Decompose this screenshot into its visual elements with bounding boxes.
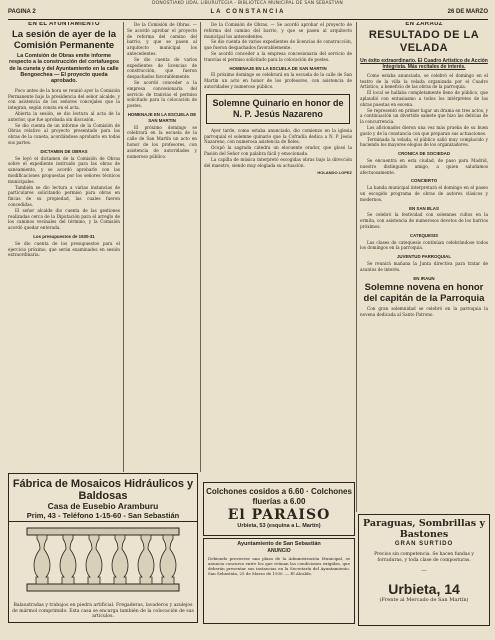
ad-line: Colchones cosidos a 6.60 · Colchones fluerías a 6.00 — [206, 487, 352, 506]
ad-title: Paraguas, Sombrillas y Bastones — [363, 518, 485, 540]
ad-title: Fábrica de Mosaicos Hidráulicos y Baldosas — [12, 478, 194, 502]
subheading: EN IRAUN — [413, 275, 435, 281]
paragraph: Con gran solemnidad se celebró en la parroquia la novena dedicada al Santo Patrono. — [360, 306, 488, 318]
newspaper-title: LA CONSTANCIA — [210, 9, 286, 15]
subheading: HOMENAJE EN LA ESCUELA DE SAN MARTIN — [229, 65, 327, 71]
column-3 — [204, 22, 352, 477]
paragraph: Se dio cuenta de varios expedientes de licencias de construcción, que fueron despachados favorablemente. — [204, 39, 352, 51]
subheading: CONCIERTO — [410, 178, 438, 184]
paragraph: De la Comisión de Obras. — Se acordó aprobar el proyecto de reforma del camino del barrio, y que se pasen al arquitecto municipal los antecedentes. — [127, 22, 197, 56]
ad-address-note: (Frente al Mercado de San Martín) — [379, 597, 469, 603]
subheading: HOMENAJE EN LA ESCUELA DE SAN MARTIN — [127, 111, 197, 123]
article-title: Solemne novena en honor del capitán de la Parroquia — [363, 282, 485, 305]
boxed-article-title: Solemne Quinario en honor de N. P. Jesús Nazareno — [206, 94, 350, 124]
subheading: EN SAN BLAS — [409, 205, 439, 211]
ad-footer-text: Balaustradas y trabajos en piedra artificial. Fregaderas, lavaderos y azulejos de mármol comprimido. Esta casa se encarga también de la colocación de sus artículos. — [12, 603, 194, 620]
page-header — [8, 9, 488, 20]
column-2 — [127, 22, 197, 470]
paragraph: De la Comisión de Obras. — Se acordó aprobar el proyecto de reforma del camino del barrio, y que se pasen al arquitecto municipal los antecedentes. — [204, 22, 352, 39]
ad-mosaic-factory — [8, 473, 198, 623]
paragraph: Terminada la velada, el público salió muy complacido y haciendo los mayores elogios de los organizadores. — [360, 136, 488, 148]
paragraph: Poco antes de la hora se reunió ayer la Comisión Permanente bajo la presidencia del señor alcalde, y con asistencia de los señores concejales que la integran, según consta en el acta. — [8, 87, 120, 111]
paragraph: Se leyó el dictamen de la Comisión de Obras sobre el expediente instruido para las obras de saneamiento, y se acordó aprobarlo con las modificaciones propuestas por los señores técnicos municipales. — [8, 155, 120, 184]
ad-subtitle: Casa de Eusebio Aramburu — [47, 501, 159, 511]
paragraph: Ocupó la sagrada cátedra un elocuente orador, que glosó la Pasión del Señor con palabra fácil y emocionada. — [204, 145, 352, 156]
ad-ayuntamiento-notice — [203, 538, 355, 624]
notice-body: Debiendo proveerse una plaza de la Administración Municipal, se anuncia concurso entre los que reúnan las condiciones exigidas, que deberán presentar sus instancias en la Secretaría del Ayuntamiento. San Sebastián, 25 de Marzo de 1930. — El Alcalde. — [208, 556, 350, 576]
paragraph: Como estaba anunciado, se celebró el domingo en el teatro de la villa la velada organizada por el Cuadro Artístico, a beneficio de las obras de la parroquia. — [360, 72, 488, 90]
column-rule — [200, 22, 201, 472]
article-title: La sesión de ayer de la Comisión Permanente — [11, 28, 117, 51]
ad-address-street: Urbieta, 14 — [388, 581, 460, 597]
paragraph: El local se hallaba completamente lleno de público, que aplaudió con entusiasmo a todos los intérpretes de las obras puestas en escena. — [360, 90, 488, 107]
paragraph: Se encuentra en esta ciudad, de paso para Madrid, nuestro distinguido amigo, a quien saludamos afectuosamente. — [360, 157, 488, 175]
ad-el-paraiso — [203, 482, 355, 536]
article-title: RESULTADO DE LA VELADA — [368, 28, 480, 54]
notice-issuer: Ayuntamiento de San Sebastián — [237, 541, 321, 547]
subheading: Los presupuestos de 1930-31 — [33, 233, 95, 239]
paragraph: También se dio lectura a varias instancias de particulares solicitando permiso para obras en fincas de su propiedad, las cuales fueron concedidas. — [8, 184, 120, 207]
ad-subtitle: GRAN SURTIDO — [394, 541, 454, 547]
paragraph: Se acordó conceder a la empresa concesionaria del servicio de tranvías el permiso solicitado para la colocación de postes. — [204, 50, 352, 62]
article-signature: HOLANDO LOPEZ — [317, 170, 352, 176]
ad-umbrellas — [358, 514, 490, 626]
paragraph: Se celebró la festividad con solemnes cultos en la ermita, con asistencia de numerosos devotos de los barrios próximos. — [360, 212, 488, 229]
paragraph: La capilla de música interpretó escogidas obras bajo la dirección del maestro, siendo muy elogiada su actuación. — [204, 156, 352, 168]
header-page-label: PAGINA 2 — [8, 9, 36, 15]
paragraph: Ayer tarde, como estaba anunciado, dio comienzo en la iglesia parroquial el solemne quinario que la Cofradía dedica a N. P. Jesús Nazareno, con numerosa asistencia de fieles. — [204, 127, 352, 145]
paragraph: El próximo domingo se celebrará en la escuela de la calle de San Martín un acto en honor de los profesores, con asistencia de autoridades y numeroso público. — [127, 124, 197, 159]
paragraph: La banda municipal interpretará el domingo en el paseo un escogido programa de obras de autores clásicos y modernos. — [360, 185, 488, 202]
notice-heading: ANUNCIO — [267, 548, 291, 554]
paragraph: Se acordó conceder a la empresa concesionaria del servicio de tranvías el permiso solicitado para la colocación de postes. — [127, 79, 197, 109]
ad-shop-name: El PARAISO — [227, 507, 331, 523]
ad-divider-text: — — [421, 568, 427, 574]
paragraph: Se dio cuenta de varios expedientes de licencias de construcción, que fueron despachados favorablemente. — [127, 56, 197, 80]
column-4 — [360, 22, 488, 510]
paragraph: El señor alcalde dio cuenta de las gestiones realizadas cerca de la Diputación para el arreglo de los caminos vecinales del término, y la Comisión acordó quedar enterada. — [8, 207, 120, 231]
header-date: 26 DE MARZO — [447, 9, 488, 15]
subheading: JUVENTUD PARROQUIAL — [396, 254, 452, 260]
paragraph: Los aficionados dieron una vez más prueba de su buen gusto y de la constancia con que preparan sus actuaciones. — [360, 124, 488, 136]
paragraph: Se dio cuenta de los presupuestos para el ejercicio próximo, que serán examinados en sesión extraordinaria. — [8, 240, 120, 258]
paragraph: El próximo domingo se celebrará en la escuela de la calle de San Martín un acto en honor de los profesores, con asistencia de autoridades y numeroso público. — [204, 72, 352, 89]
ad-address: Prim, 43 - Teléfono 1-15-60 - San Sebastián — [9, 511, 197, 522]
paragraph: Las clases de catequesis continúan celebrándose todos los domingos en la parroquia. — [360, 239, 488, 251]
subheading: CATEQUESIS — [409, 232, 439, 238]
balustrade-illustration — [23, 524, 183, 594]
paragraph: Se dio cuenta de un informe de la Comisión de Obras relativo al proyecto presentado para las obras de la cuneta, acordándose aprobarlo en todas sus partes. — [8, 122, 120, 145]
subheading: DICTAMEN DE OBRAS — [40, 148, 88, 154]
section-heading: EN EL AYUNTAMIENTO — [28, 22, 100, 27]
paragraph: Se representó en primer lugar un drama en tres actos, y a continuación un divertido sainete que hizo las delicias de la concurrencia. — [360, 107, 488, 125]
paragraph: Se reunirá mañana la Junta directiva para tratar de asuntos de interés. — [360, 260, 488, 272]
column-rule — [356, 22, 357, 512]
ad-address: Urbieta, 53 (esquina a L. Martín) — [237, 523, 321, 529]
column-1 — [8, 22, 120, 470]
article-subtitle: La Comisión de Obras emite informe respecto a la construcción del cortafuegos de la cuneta y del Ayuntamiento en la calle Bengoechea — El proyecto queda aprobado. — [9, 52, 119, 85]
section-heading: EN ZARAUZ — [405, 22, 443, 27]
ad-body: Precios sin competencia. Se hacen fundas y forraduras, y toda clase de composturas. — [374, 552, 474, 563]
paragraph: Abierta la sesión, se dio lectura al acta de la anterior, que fue aprobada sin discusión. — [8, 111, 120, 122]
column-rule — [123, 22, 124, 472]
article-subtitle: Un éxito extraordinario. El Cuadro Artístico de Acción Integrista. Más recitales de interés. — [360, 57, 488, 70]
library-note: DONOSTIAKO UDAL LIBURUTEGIA - BIBLIOTECA MUNICIPAL DE SAN SEBASTIAN — [151, 1, 343, 6]
subheading: CRONICA DE SOCIEDAD — [397, 151, 451, 157]
